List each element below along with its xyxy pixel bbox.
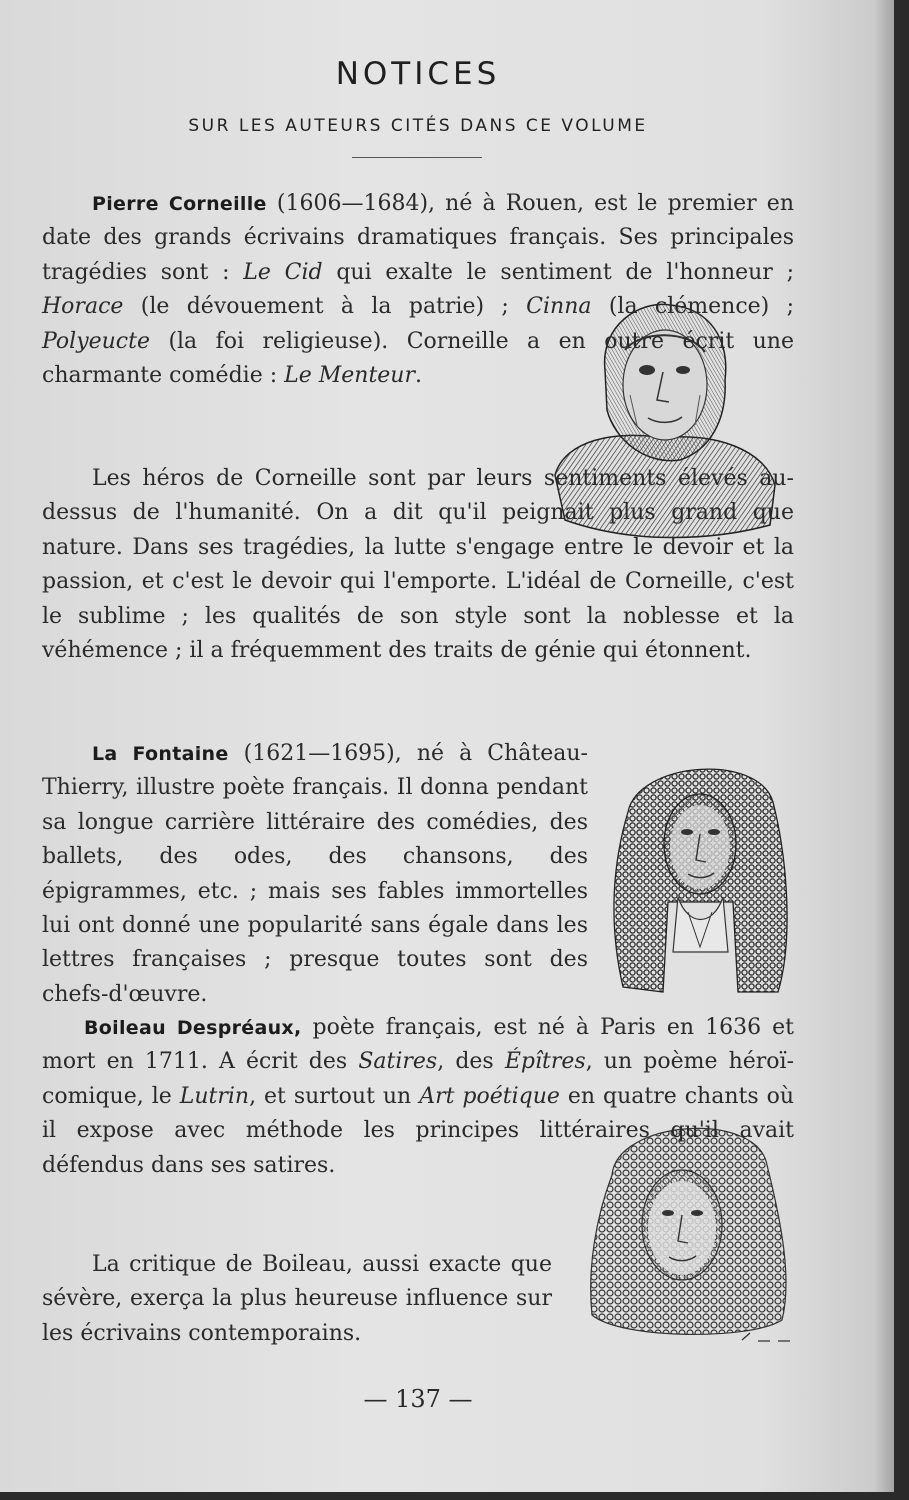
work-title: Art poétique	[419, 1083, 560, 1109]
title-divider	[352, 157, 482, 158]
corneille-paragraph-2: Les héros de Corneille sont par leurs sentiments élevés au-dessus de l'humanité. On a dit qu'il peignait plus grand que nature. Dans ses tragédies, la lutte s'engage entre le devoir et la passion, et c'est le devoir qui l'emporte. L'idéal de Corneille, c'est le sublime ; les qualités de son style sont la noblesse et la véhémence ; il a fréquemment des traits de génie qui étonnent.	[42, 466, 794, 664]
corneille-name: Pierre Corneille	[92, 193, 267, 215]
work-title: Le Menteur	[284, 363, 415, 389]
corneille-paragraph-1: Pierre Corneille (1606—1684), né à Rouen, est le premier en date des grands écrivains dramatiques français. Ses principales tragédies sont : Le Cid qui exalte le sentiment de l'honneur ; Horace (le dévouement à la patrie) ; Cinna (la clémence) ; Polyeucte (la foi religieuse). Corneille a en outre écrit une charmante comédie : Le Menteur.	[42, 191, 794, 389]
page-number: — 137 —	[363, 1385, 473, 1413]
lafontaine-portrait	[608, 752, 793, 1000]
work-title: Le Cid	[243, 259, 323, 285]
work-title: Horace	[42, 294, 124, 320]
work-title: Lutrin	[179, 1083, 250, 1109]
work-title: Épîtres	[504, 1049, 586, 1075]
boileau-paragraph-2: La critique de Boileau, aussi exacte que sévère, exerça la plus heureuse influence sur les écrivains contemporains.	[42, 1252, 552, 1346]
work-title: Satires	[358, 1049, 438, 1075]
work-title: Polyeucte	[42, 328, 150, 354]
page-subtitle: SUR LES AUTEURS CITÉS DANS CE VOLUME	[188, 116, 648, 136]
lafontaine-paragraph: La Fontaine (1621—1695), né à Château-Thierry, illustre poète français. Il donna pendant sa longue carrière littéraire des comédies, des ballets, des odes, des chansons, des épigrammes, etc. ; mais ses fables immortelles lui ont donné une popularité sans égale dans les lettres françaises ; presque toutes sont des chefs-d'œuvre.	[42, 741, 588, 1007]
boileau-paragraph-1: Boileau Despréaux, poète français, est né à Paris en 1636 et mort en 1711. A écrit des Satires, des Épîtres, un poème héroï-comique, le Lutrin, et surtout un Art poétique en quatre chants où il expose avec méthode les principes littéraires qu'il avait défendus dans ses satires.	[42, 1015, 795, 1178]
work-title: Cinna	[526, 294, 592, 320]
boileau-name: Boileau Despréaux,	[84, 1017, 302, 1039]
page-edge-shadow	[874, 0, 894, 1492]
page-title: NOTICES	[335, 56, 501, 92]
lafontaine-name: La Fontaine	[92, 743, 229, 765]
